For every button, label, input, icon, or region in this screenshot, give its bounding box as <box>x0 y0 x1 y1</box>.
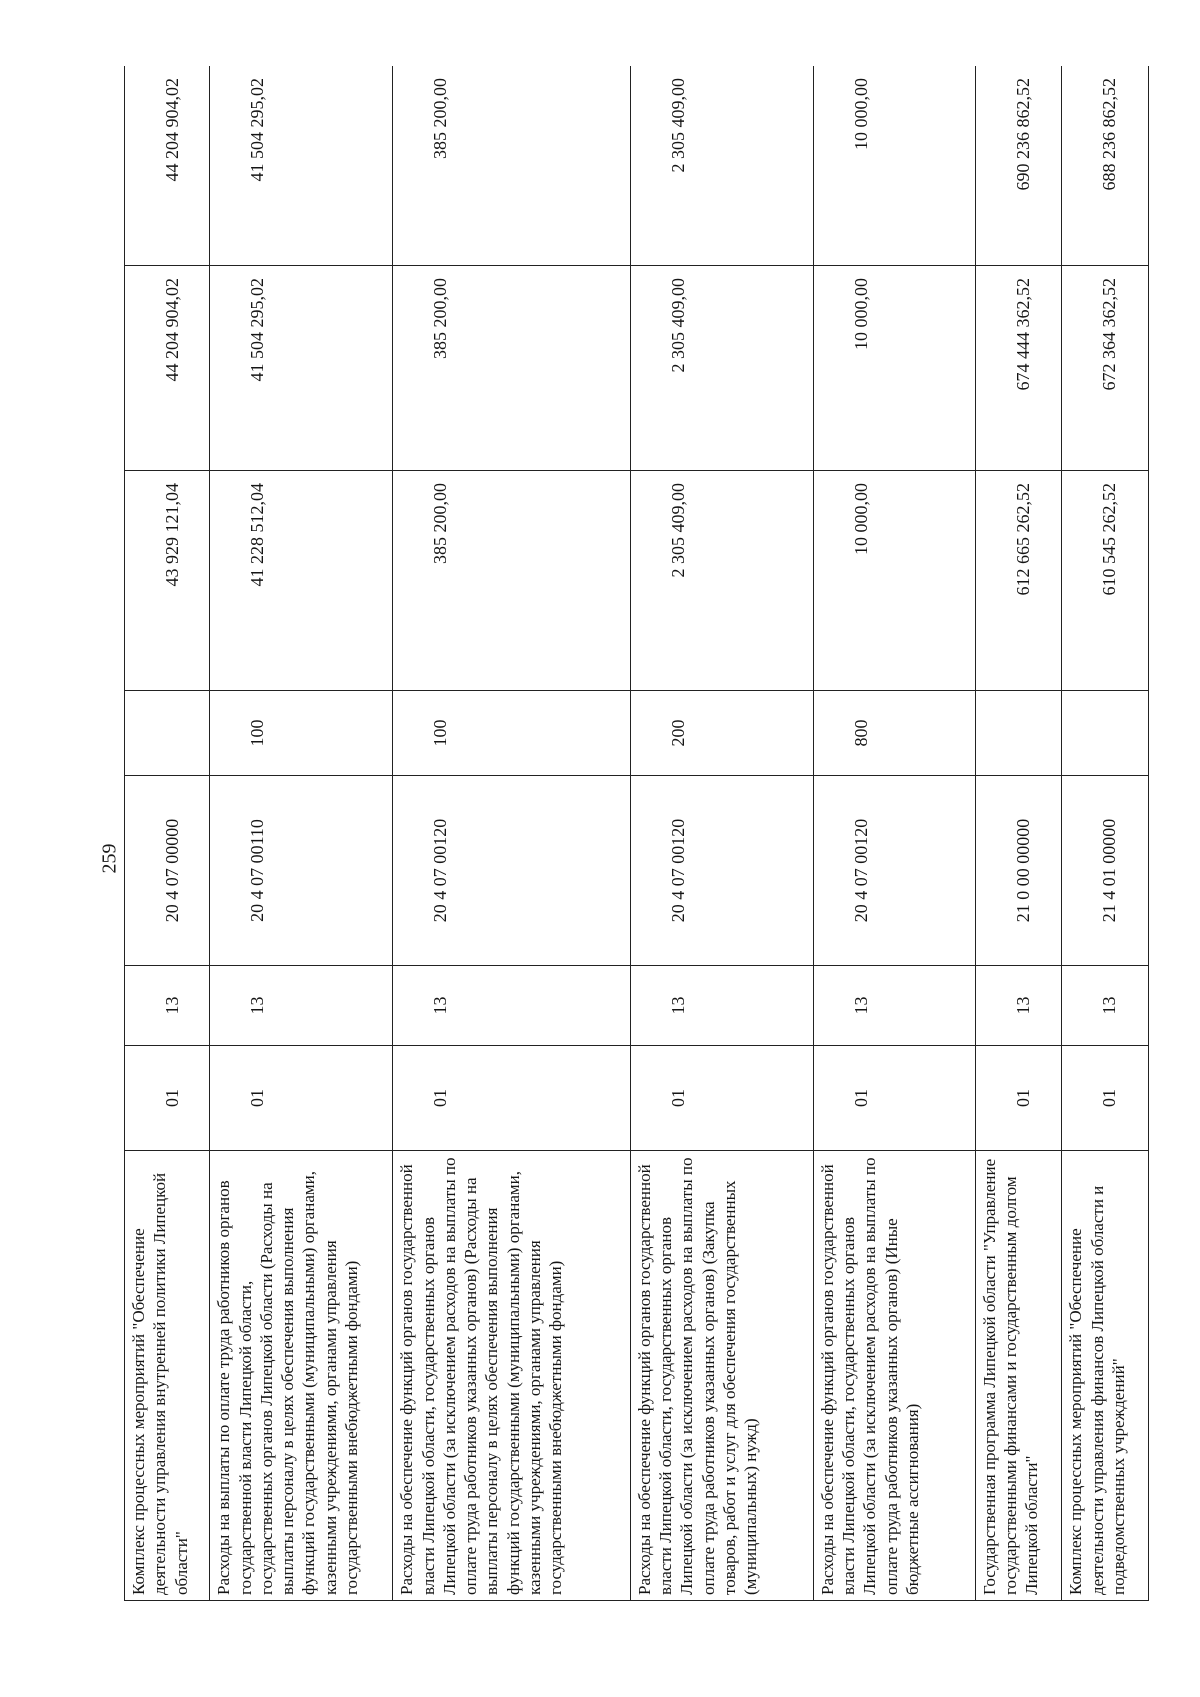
section-code: 01 <box>975 1046 1062 1151</box>
budget-table-container <box>124 66 1149 1601</box>
amount-1: 43 929 121,04 <box>125 471 210 691</box>
amount-1: 10 000,00 <box>813 471 975 691</box>
table-row <box>1062 66 1149 1601</box>
page-number-text: 259 <box>98 843 121 873</box>
amount-3: 2 305 409,00 <box>630 66 813 266</box>
section-code: 01 <box>813 1046 975 1151</box>
amount-3: 690 236 862,52 <box>975 66 1062 266</box>
amount-3: 688 236 862,52 <box>1062 66 1149 266</box>
subsection-code: 13 <box>1062 966 1149 1046</box>
target-article-code: 20 4 07 00110 <box>210 776 393 966</box>
subsection-code: 13 <box>125 966 210 1046</box>
expense-type-code: 200 <box>630 691 813 776</box>
target-article-code: 20 4 07 00120 <box>393 776 630 966</box>
row-name: Расходы на обеспечение функций органов государственной власти Липецкой области, государственных органов Липецкой области (за исключением расходов на выплаты по оплате труда работников указанных органов) (Расходы на выплаты персоналу в целях обеспечения выполнения функций государственными (муниципальными) органами, казенными учреждениями, органами управления государственными внебюджетными фондами) <box>393 1151 630 1601</box>
target-article-code: 20 4 07 00120 <box>813 776 975 966</box>
section-code: 01 <box>630 1046 813 1151</box>
section-code: 01 <box>1062 1046 1149 1151</box>
expense-type-code: 100 <box>393 691 630 776</box>
amount-3: 44 204 904,02 <box>125 66 210 266</box>
row-name: Расходы на выплаты по оплате труда работников органов государственной власти Липецкой области, государственных органов Липецкой области (Расходы на выплаты персоналу в целях обеспечения выполнения функций государственными (муниципальными) органами, казенными учреждениями, органами управления государственными внебюджетными фондами) <box>210 1151 393 1601</box>
amount-1: 385 200,00 <box>393 471 630 691</box>
amount-1: 2 305 409,00 <box>630 471 813 691</box>
amount-2: 10 000,00 <box>813 266 975 471</box>
amount-3: 10 000,00 <box>813 66 975 266</box>
expense-type-code <box>975 691 1062 776</box>
subsection-code: 13 <box>630 966 813 1046</box>
amount-2: 674 444 362,52 <box>975 266 1062 471</box>
target-article-code: 21 4 01 00000 <box>1062 776 1149 966</box>
row-name: Комплекс процессных мероприятий "Обеспечение деятельности управления внутренней политики Липецкой области" <box>125 1151 210 1601</box>
amount-2: 44 204 904,02 <box>125 266 210 471</box>
row-name: Государственная программа Липецкой области "Управление государственными финансами и государственным долгом Липецкой области" <box>975 1151 1062 1601</box>
page-number <box>100 838 120 878</box>
table-row <box>630 66 813 1601</box>
table-row <box>393 66 630 1601</box>
amount-2: 672 364 362,52 <box>1062 266 1149 471</box>
expense-type-code <box>125 691 210 776</box>
expense-type-code: 100 <box>210 691 393 776</box>
table-row <box>210 66 393 1601</box>
section-code: 01 <box>393 1046 630 1151</box>
amount-1: 610 545 262,52 <box>1062 471 1149 691</box>
subsection-code: 13 <box>210 966 393 1046</box>
amount-2: 385 200,00 <box>393 266 630 471</box>
expense-type-code <box>1062 691 1149 776</box>
table-row <box>975 66 1062 1601</box>
row-name: Расходы на обеспечение функций органов государственной власти Липецкой области, государственных органов Липецкой области (за исключением расходов на выплаты по оплате труда работников указанных органов) (Закупка товаров, работ и услуг для обеспечения государственных (муниципальных) нужд) <box>630 1151 813 1601</box>
amount-1: 612 665 262,52 <box>975 471 1062 691</box>
budget-table <box>124 66 1149 1601</box>
section-code: 01 <box>210 1046 393 1151</box>
target-article-code: 20 4 07 00120 <box>630 776 813 966</box>
amount-2: 2 305 409,00 <box>630 266 813 471</box>
row-name: Расходы на обеспечение функций органов государственной власти Липецкой области, государственных органов Липецкой области (за исключением расходов на выплаты по оплате труда работников указанных органов) (Иные бюджетные ассигнования) <box>813 1151 975 1601</box>
target-article-code: 20 4 07 00000 <box>125 776 210 966</box>
target-article-code: 21 0 00 00000 <box>975 776 1062 966</box>
amount-3: 385 200,00 <box>393 66 630 266</box>
amount-2: 41 504 295,02 <box>210 266 393 471</box>
amount-1: 41 228 512,04 <box>210 471 393 691</box>
table-row <box>813 66 975 1601</box>
amount-3: 41 504 295,02 <box>210 66 393 266</box>
subsection-code: 13 <box>813 966 975 1046</box>
subsection-code: 13 <box>975 966 1062 1046</box>
row-name: Комплекс процессных мероприятий "Обеспечение деятельности управления финансов Липецкой области и подведомственных учреждений" <box>1062 1151 1149 1601</box>
subsection-code: 13 <box>393 966 630 1046</box>
expense-type-code: 800 <box>813 691 975 776</box>
table-row <box>125 66 210 1601</box>
section-code: 01 <box>125 1046 210 1151</box>
